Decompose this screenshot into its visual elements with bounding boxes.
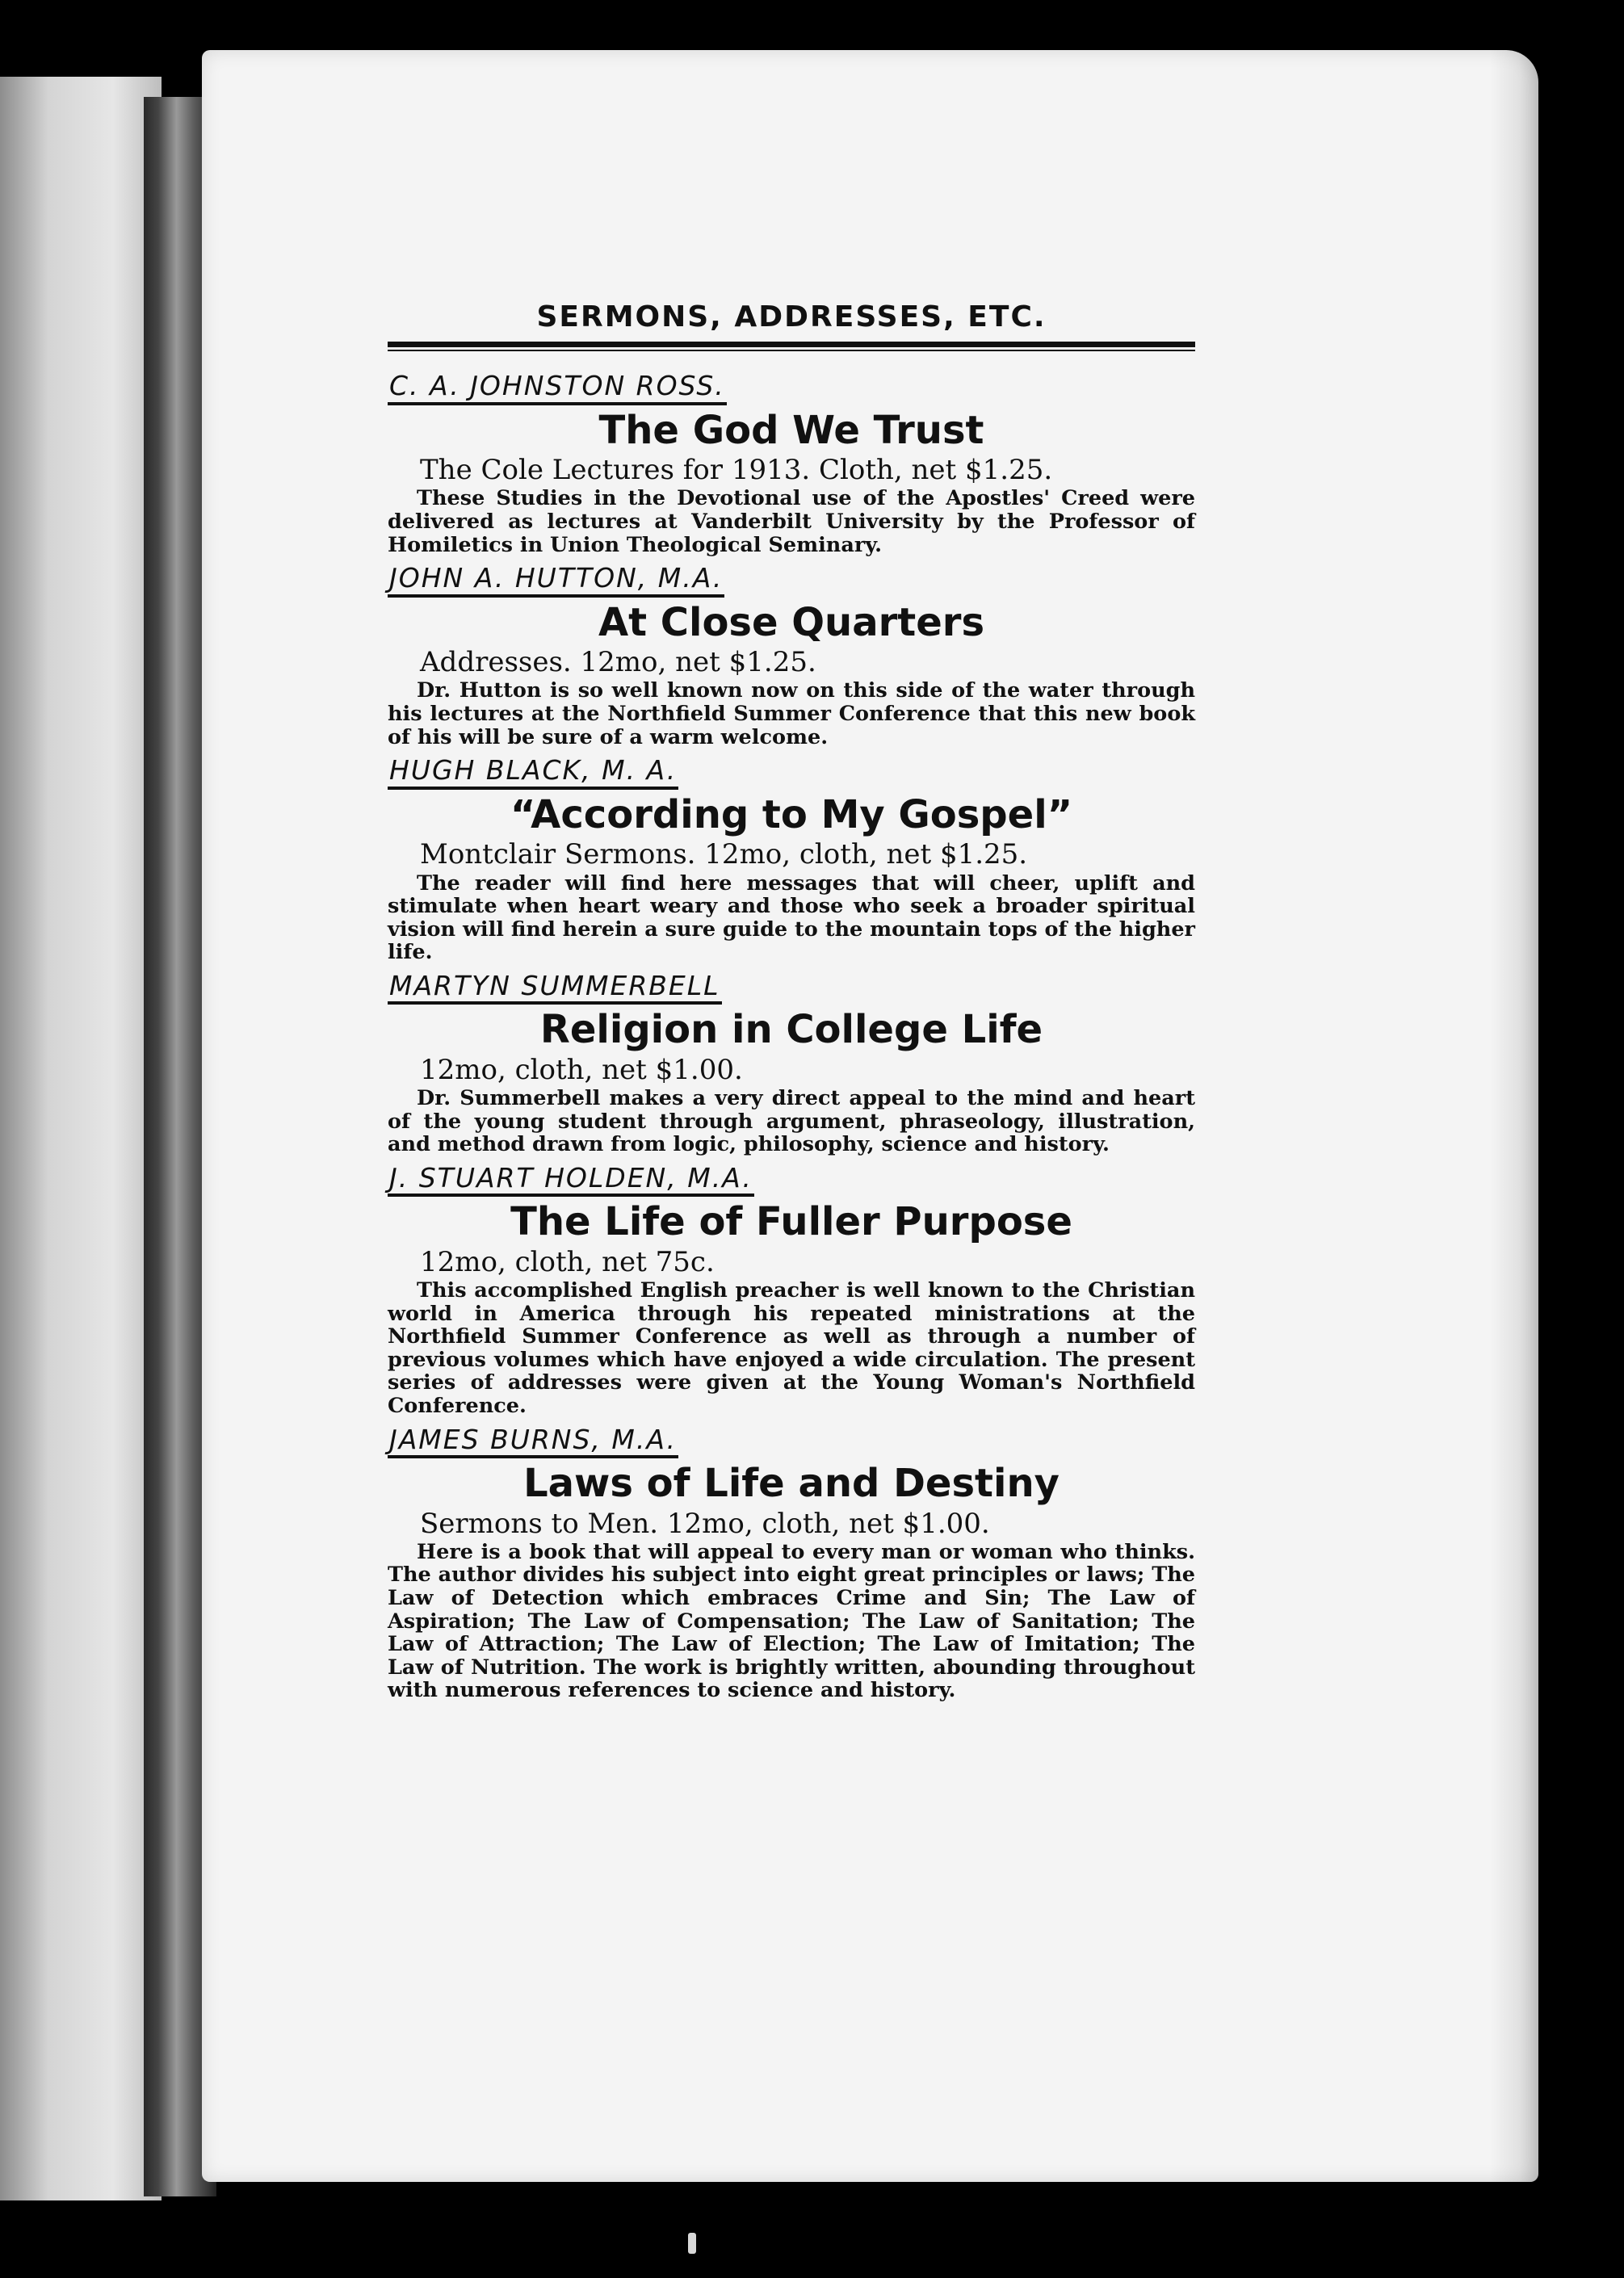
book-entry xyxy=(388,560,1195,749)
header-rule-thick xyxy=(388,342,1195,347)
page-header: SERMONS, ADDRESSES, ETC. xyxy=(536,300,1047,334)
book-description: The reader will find here messages that will cheer, uplift and stimulate when heart weary and those who seek a broader spiritual vision will find herein a sure guide to the mountain tops of the higher life. xyxy=(388,871,1195,965)
book-description: Here is a book that will appeal to every man or woman who thinks. The author divides his subject into eight great principles or laws; The Law of Detection which embraces Crime and Sin; The Law of Aspiration; The Law of Compensation; The Law of Sanitation; The Law of Attraction; The Law of Election; The Law of Imitation; The Law of Nutrition. The work is brightly written, abounding throughout with numerous references to science and history. xyxy=(388,1539,1195,1703)
book-entry xyxy=(388,967,1195,1156)
author-name: JOHN A. HUTTON, M.A. xyxy=(388,564,724,598)
page-content xyxy=(388,244,1195,1705)
book-title: “According to My Gospel” xyxy=(510,791,1073,837)
book-entry xyxy=(388,1421,1195,1702)
author-name: HUGH BLACK, M. A. xyxy=(388,757,678,790)
book-format-price: 12mo, cloth, net 75c. xyxy=(420,1245,715,1278)
book-description: This accomplished English preacher is well known to the Christian world in America through his repeated ministrations at the Northfield Summer Conference as well as through a number of previous volumes which have enjoyed a wide circulation. The present series of addresses were given at the Young Woman's Northfield Conference. xyxy=(388,1278,1195,1418)
book-entry xyxy=(388,367,1195,556)
book-description: These Studies in the Devotional use of the Apostles' Creed were delivered as lectures at Vanderbilt University by the Professor of Homiletics in Union Theological Seminary. xyxy=(388,486,1195,557)
book-description: Dr. Summerbell makes a very direct appeal to the mind and heart of the young student through argument, phraseology, illustration, and method drawn from logic, philosophy, science and history. xyxy=(388,1086,1195,1157)
book-title: Religion in College Life xyxy=(539,1007,1043,1053)
book-description: Dr. Hutton is so well known now on this side of the water through his lectures at the Northfield Summer Conference that this new book of his will be sure of a warm welcome. xyxy=(388,678,1195,749)
book-title: Laws of Life and Destiny xyxy=(523,1461,1060,1507)
previous-page-edge xyxy=(0,77,162,2200)
scan-artifact xyxy=(688,2233,696,2254)
author-name: C. A. JOHNSTON ROSS. xyxy=(388,372,727,405)
book-title: The God We Trust xyxy=(598,407,984,453)
scanned-page xyxy=(202,50,1538,2182)
book-format-price: The Cole Lectures for 1913. Cloth, net $1.25. xyxy=(420,454,1053,487)
page-edge-shadow xyxy=(1490,50,1538,2182)
author-name: JAMES BURNS, M.A. xyxy=(388,1426,678,1459)
book-entry xyxy=(388,752,1195,964)
author-name: MARTYN SUMMERBELL xyxy=(388,972,722,1005)
book-format-price: Montclair Sermons. 12mo, cloth, net $1.25. xyxy=(420,838,1028,871)
author-name: J. STUART HOLDEN, M.A. xyxy=(388,1164,754,1198)
book-format-price: Sermons to Men. 12mo, cloth, net $1.00. xyxy=(420,1507,990,1540)
book-format-price: Addresses. 12mo, net $1.25. xyxy=(420,646,816,679)
book-entry xyxy=(388,1160,1195,1418)
book-title: The Life of Fuller Purpose xyxy=(510,1199,1072,1245)
book-format-price: 12mo, cloth, net $1.00. xyxy=(420,1053,743,1086)
book-title: At Close Quarters xyxy=(598,599,985,645)
header-rule-thin xyxy=(388,350,1195,351)
